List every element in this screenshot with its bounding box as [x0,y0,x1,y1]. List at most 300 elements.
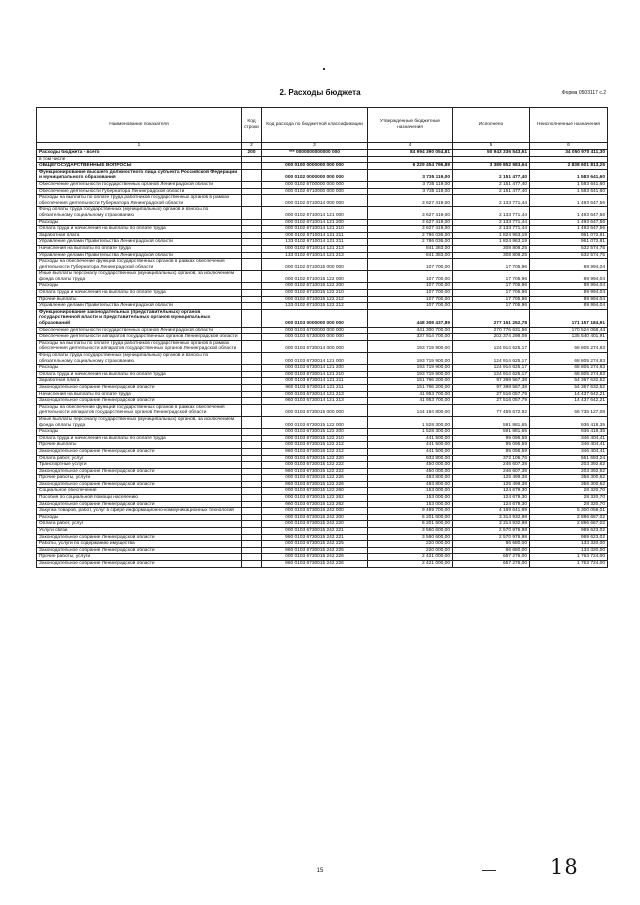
row-code [242,156,262,163]
table-row [37,156,608,163]
class-code: *** 0000000000000 000 [262,150,368,157]
approved-amount: 441 300 700,00 [368,327,453,334]
row-code [242,226,262,233]
executed-amount: 17 705,96 [453,290,530,297]
unexecuted-amount: 1 493 647,56 [530,195,608,207]
header-name: Наименование показателя [37,108,242,143]
row-name: Законодательное собрание Ленинградской области [37,448,242,455]
table-row [37,495,608,502]
approved-amount: 3 560 600,00 [368,534,453,541]
row-name: Законодательное собрание Ленинградской области [37,398,242,405]
approved-amount: 3 560 600,00 [368,528,453,535]
scan-dot [323,68,325,70]
class-code: 000 0103 6700000 000 000 [262,327,368,334]
table-row [37,528,608,535]
class-code: 000 0102 0000000 000 000 [262,169,368,181]
executed-amount: 17 705,96 [453,303,530,310]
executed-amount: 17 705,96 [453,271,530,283]
unexecuted-amount: 54 367 632,62 [530,378,608,385]
class-code: 000 0103 6730014 000 000 [262,340,368,352]
executed-amount: 2 570 976,98 [453,534,530,541]
row-name: Расходы [37,365,242,372]
table-row [37,181,608,188]
table-row [37,404,608,416]
class-code: 960 0103 6730014 121 211 [262,384,368,391]
approved-amount: 1 528 300,00 [368,429,453,436]
executed-amount: 124 679,30 [453,501,530,508]
class-code: 000 0103 6730014 121 000 [262,353,368,365]
table-row [37,468,608,475]
row-code [242,528,262,535]
executed-amount: 2 133 771,44 [453,219,530,226]
table-row [37,296,608,303]
approved-amount: 41 953 700,00 [368,398,453,405]
approved-amount: 153 000,00 [368,495,453,502]
executed-amount: 124 914 625,17 [453,340,530,352]
executed-amount: 27 516 057,79 [453,391,530,398]
row-code [242,514,262,521]
class-code [262,156,368,163]
executed-amount: 124 679,30 [453,488,530,495]
class-code: 000 0103 6730014 121 213 [262,391,368,398]
table-row [37,416,608,428]
unexecuted-amount: 133 320,00 [530,541,608,548]
executed-amount: 246 607,38 [453,468,530,475]
executed-amount: 86 680,00 [453,541,530,548]
row-code [242,429,262,436]
class-code: 000 0103 6730015 242 200 [262,514,368,521]
class-code: 960 0103 6730015 122 262 [262,501,368,508]
unexecuted-amount: 203 392,62 [530,462,608,469]
class-code: 000 0100 0000000 000 000 [262,163,368,170]
class-code: 000 0102 6710015 122 210 [262,290,368,297]
unexecuted-amount: 1 763 724,00 [530,561,608,568]
executed-amount: 277 151 252,78 [453,309,530,327]
approved-amount: 933 800,00 [368,455,453,462]
row-name: Прочие выплаты [37,296,242,303]
table-row [37,442,608,449]
executed-amount: 2 151 477,40 [453,181,530,188]
approved-amount: 6 201 600,00 [368,521,453,528]
row-code [242,435,262,442]
row-code [242,481,262,488]
row-code [242,547,262,554]
unexecuted-amount: 54 367 632,62 [530,384,608,391]
row-code [242,534,262,541]
table-row [37,163,608,170]
table-row [37,169,608,181]
class-code: 000 0103 6730014 121 211 [262,378,368,385]
approved-amount: 3 627 419,00 [368,226,453,233]
unexecuted-amount: 346 404,41 [530,435,608,442]
class-code: 960 0103 6730015 242 226 [262,561,368,568]
row-name: Оплата труда и начисления на выплаты по оплате труда [37,435,242,442]
approved-amount: 441 500,00 [368,435,453,442]
table-row [37,239,608,246]
row-name: Расходы [37,283,242,290]
row-name: Функционирование законодательных (представительных) органов государственной власти и представительных органов муниципальных образований [37,309,242,327]
executed-amount: 125 499,38 [453,475,530,482]
unexecuted-amount: 135 540 401,91 [530,334,608,341]
unexecuted-amount: 2 886 667,02 [530,514,608,521]
column-number: 1 [37,143,242,150]
row-name: Расходы на обеспечение функций государственных органов в рамках обеспечения деятельности Губернатора Ленинградской области [37,259,242,271]
table-row [37,252,608,259]
unexecuted-amount: 68 805 274,83 [530,353,608,365]
table-row [37,448,608,455]
row-name: Расходы бюджета - всего [37,150,242,157]
row-name: Управление делами Правительства Ленинградской области [37,239,242,246]
unexecuted-amount: 203 392,62 [530,468,608,475]
approved-amount: 9 469 700,00 [368,508,453,515]
executed-amount: 2 133 771,44 [453,226,530,233]
class-code: 133 0102 6710015 122 212 [262,303,368,310]
unexecuted-amount: 34 050 970 411,30 [530,150,608,157]
header-approved: Утвержденные бюджетные назначения [368,108,453,143]
row-code [242,475,262,482]
unexecuted-amount: 532 574,75 [530,245,608,252]
approved-amount: 2 786 036,00 [368,232,453,239]
row-name: Обеспечение деятельности Губернатора Ленинградской области [37,188,242,195]
row-code [242,541,262,548]
executed-amount: 202 374 298,09 [453,334,530,341]
header-executed: Исполнено [453,108,530,143]
executed-amount: 4 169 641,99 [453,508,530,515]
class-code: 960 0103 6730015 122 212 [262,448,368,455]
row-name: Обеспечение деятельности государственных органов Ленинградской области [37,327,242,334]
unexecuted-amount: 89 994,04 [530,259,608,271]
class-code: 000 0103 6730000 000 000 [262,334,368,341]
unexecuted-amount: 5 300 058,01 [530,508,608,515]
row-code [242,245,262,252]
row-name: Оплата работ, услуг [37,521,242,528]
approved-amount: 6 229 454 796,89 [368,163,453,170]
class-code: 000 0102 6710014 121 210 [262,226,368,233]
class-code: 000 0102 6710014 000 000 [262,195,368,207]
class-code: 000 0102 6710014 121 000 [262,207,368,219]
class-code: 000 0103 6730015 122 226 [262,475,368,482]
table-row [37,475,608,482]
approved-amount: 3 735 119,00 [368,169,453,181]
executed-amount: 308 808,25 [453,245,530,252]
approved-amount: 193 719 900,00 [368,353,453,365]
executed-amount [453,156,530,163]
row-code [242,468,262,475]
table-row [37,309,608,327]
header-unexecuted: Неисполненные назначения [530,108,608,143]
row-code [242,303,262,310]
unexecuted-amount: 133 320,00 [530,547,608,554]
table-row [37,150,608,157]
unexecuted-amount: 28 320,70 [530,488,608,495]
executed-amount: 95 095,59 [453,442,530,449]
row-code [242,495,262,502]
approved-amount: 151 766 200,00 [368,384,453,391]
row-name: Обеспечение деятельности аппаратов государственных органов Ленинградской области [37,334,242,341]
unexecuted-amount: 936 418,35 [530,416,608,428]
row-code [242,195,262,207]
row-code [242,398,262,405]
approved-amount: 3 735 119,00 [368,188,453,195]
row-code [242,207,262,219]
table-row [37,514,608,521]
approved-amount: 107 700,00 [368,271,453,283]
unexecuted-amount: 89 994,04 [530,296,608,303]
approved-amount: 450 000,00 [368,468,453,475]
class-code: 000 0103 6730015 122 200 [262,429,368,436]
class-code: 000 0103 6730015 242 000 [262,508,368,515]
table-row [37,429,608,436]
row-name: Начисления на выплаты по оплате труда [37,391,242,398]
row-code [242,378,262,385]
row-code [242,371,262,378]
row-name: Фонд оплаты труда государственных (муниципальных) органов и взносы по обязательному социальному страхованию [37,207,242,219]
executed-amount: 372 106,76 [453,455,530,462]
table-row [37,207,608,219]
table-row [37,303,608,310]
approved-amount: 107 700,00 [368,290,453,297]
handwritten-page-number: 18 [550,855,579,879]
row-name: Оплата труда и начисления на выплаты по оплате труда [37,371,242,378]
approved-amount: 841 383,00 [368,252,453,259]
class-code: 000 0103 6730015 000 000 [262,404,368,416]
column-number: 5 [453,143,530,150]
executed-amount: 2 570 976,98 [453,528,530,535]
approved-amount: 107 700,00 [368,296,453,303]
class-code: 000 0103 6730014 121 210 [262,371,368,378]
table-row [37,226,608,233]
executed-amount: 270 776 631,56 [453,327,530,334]
executed-amount: 1 824 963,19 [453,239,530,246]
class-code: 133 0102 6710014 121 211 [262,239,368,246]
table-row [37,188,608,195]
approved-amount: 3 627 419,00 [368,195,453,207]
executed-amount: 50 943 336 543,61 [453,150,530,157]
row-code [242,327,262,334]
row-name: Расходы на выплаты по оплате труда работников государственных органов в рамках обеспечения деятельности аппаратов государственных органов Ленинградской области [37,340,242,352]
column-number: 4 [368,143,453,150]
class-code: 000 0103 6730015 122 000 [262,416,368,428]
approved-amount: 153 000,00 [368,488,453,495]
executed-amount: 27 516 057,79 [453,398,530,405]
executed-amount: 124 914 625,17 [453,371,530,378]
approved-amount: 441 500,00 [368,442,453,449]
row-code [242,239,262,246]
row-name: Обеспечение деятельности государственных органов Ленинградской области [37,181,242,188]
approved-amount: 337 914 700,00 [368,334,453,341]
row-name: Законодательное собрание Ленинградской области [37,534,242,541]
executed-amount: 124 679,30 [453,495,530,502]
table-row [37,481,608,488]
executed-amount: 86 680,00 [453,547,530,554]
unexecuted-amount: 28 320,70 [530,501,608,508]
unexecuted-amount: 68 805 274,83 [530,371,608,378]
row-code [242,219,262,226]
row-code [242,259,262,271]
row-name: Прочие работы, услуги [37,475,242,482]
unexecuted-amount: 561 693,24 [530,455,608,462]
approved-amount: 193 719 900,00 [368,371,453,378]
table-row [37,353,608,365]
row-name: Пособия по социальной помощи населению [37,495,242,502]
table-row [37,488,608,495]
row-name: Оплата труда и начисления на выплаты по оплате труда [37,226,242,233]
row-code [242,416,262,428]
unexecuted-amount: 2 886 667,02 [530,521,608,528]
row-name: ОБЩЕГОСУДАРСТВЕННЫЕ ВОПРОСЫ [37,163,242,170]
row-code [242,365,262,372]
class-code: 000 0103 6730015 242 220 [262,521,368,528]
approved-amount: 2 786 036,00 [368,239,453,246]
approved-amount: 3 735 119,00 [368,181,453,188]
class-code: 000 0103 6730015 122 262 [262,495,368,502]
page-number: 15 [316,868,324,874]
class-code: 000 0103 0000000 000 000 [262,309,368,327]
row-name: Социальное обеспечение [37,488,242,495]
row-name: Фонд оплаты труда государственных (муниципальных) органов и взносы по обязательному социальному страхованию [37,353,242,365]
row-name: Услуги связи [37,528,242,535]
table-row [37,455,608,462]
row-code [242,384,262,391]
row-code [242,462,262,469]
unexecuted-amount: 358 300,62 [530,475,608,482]
row-name: Работы, услуги по содержанию имущества [37,541,242,548]
unexecuted-amount: 961 072,81 [530,239,608,246]
unexecuted-amount: 346 404,41 [530,448,608,455]
row-name: Оплата труда и начисления на выплаты по оплате труда [37,290,242,297]
table-row [37,378,608,385]
row-name: Расходы [37,429,242,436]
class-code: 000 0103 6730015 122 212 [262,442,368,449]
unexecuted-amount: 14 437 642,21 [530,391,608,398]
executed-amount: 3 314 932,98 [453,514,530,521]
row-code [242,271,262,283]
unexecuted-amount: 89 994,04 [530,290,608,297]
executed-amount: 77 459 672,92 [453,404,530,416]
row-code [242,169,262,181]
executed-amount: 97 398 567,38 [453,384,530,391]
row-name: Начисления на выплаты по оплате труда [37,245,242,252]
table-row [37,391,608,398]
row-code [242,404,262,416]
class-code: 000 0103 6730015 122 220 [262,455,368,462]
class-code: 000 0103 6730015 122 222 [262,462,368,469]
unexecuted-amount: 961 072,81 [530,232,608,239]
unexecuted-amount: 170 524 068,44 [530,327,608,334]
table-body [37,150,608,568]
row-code [242,252,262,259]
row-code [242,290,262,297]
approved-amount: 483 800,00 [368,481,453,488]
table-row [37,365,608,372]
table-row [37,541,608,548]
approved-amount: 144 194 800,00 [368,404,453,416]
approved-amount: 107 700,00 [368,259,453,271]
table-row [37,561,608,568]
table-row [37,340,608,352]
header-row [37,108,608,143]
column-number: 6 [530,143,608,150]
row-name: Прочие работы, услуги [37,554,242,561]
form-code: Форма 0503117 с.2 [561,90,606,96]
table-row [37,195,608,207]
unexecuted-amount: 171 157 184,91 [530,309,608,327]
approved-amount: 2 421 000,00 [368,554,453,561]
row-code [242,163,262,170]
unexecuted-amount: 989 623,02 [530,534,608,541]
header-class-code: Код расхода по бюджетной классификации [262,108,368,143]
unexecuted-amount: 1 583 641,60 [530,188,608,195]
executed-amount: 124 914 625,17 [453,353,530,365]
unexecuted-amount: 89 994,04 [530,271,608,283]
row-name: Законодательное собрание Ленинградской области [37,561,242,568]
row-name: Расходы [37,219,242,226]
row-name: Прочие выплаты [37,442,242,449]
executed-amount: 2 133 771,44 [453,195,530,207]
class-code: 000 0103 6730015 242 221 [262,528,368,535]
row-name: Функционирование высшего должностного лица субъекта Российской Федерации и муниципального образования [37,169,242,181]
row-name: Оплата работ, услуг [37,455,242,462]
class-code: 000 0103 6730014 121 200 [262,365,368,372]
executed-amount: 2 151 477,40 [453,188,530,195]
class-code: 000 0103 6730015 122 260 [262,488,368,495]
class-code: 000 0103 6730015 122 210 [262,435,368,442]
row-code [242,340,262,352]
approved-amount: 220 000,00 [368,547,453,554]
executed-amount: 2 133 771,44 [453,207,530,219]
table-row [37,283,608,290]
row-name: Законодательное собрание Ленинградской области [37,481,242,488]
executed-amount: 95 095,59 [453,448,530,455]
class-code: 133 0102 6710014 121 213 [262,252,368,259]
approved-amount: 2 421 000,00 [368,561,453,568]
row-code: 200 [242,150,262,157]
row-name: Транспортные услуги [37,462,242,469]
approved-amount: 3 627 419,00 [368,219,453,226]
table-row [37,521,608,528]
executed-amount: 591 881,65 [453,416,530,428]
unexecuted-amount: 89 994,04 [530,303,608,310]
table-row [37,245,608,252]
unexecuted-amount: 66 735 127,08 [530,404,608,416]
row-name: Закупка товаров, работ, услуг в сфере информационно-коммуникационных технологий [37,508,242,515]
table-row [37,547,608,554]
approved-amount: 441 500,00 [368,448,453,455]
row-code [242,309,262,327]
approved-amount [368,156,453,163]
executed-amount: 1 824 963,19 [453,232,530,239]
unexecuted-amount: 1 763 724,00 [530,554,608,561]
row-code [242,448,262,455]
approved-amount: 450 000,00 [368,462,453,469]
row-code [242,442,262,449]
executed-amount: 657 276,00 [453,561,530,568]
class-code: 000 0102 6710000 000 000 [262,188,368,195]
table-row [37,554,608,561]
class-code: 000 0102 6710014 121 200 [262,219,368,226]
approved-amount: 483 800,00 [368,475,453,482]
table-row [37,398,608,405]
class-code: 000 0103 6730015 242 225 [262,541,368,548]
class-code: 000 0103 6730015 242 226 [262,554,368,561]
column-number: 2 [242,143,262,150]
table-row [37,462,608,469]
approved-amount: 6 201 600,00 [368,514,453,521]
approved-amount: 41 953 700,00 [368,391,453,398]
unexecuted-amount: 14 437 642,21 [530,398,608,405]
row-name: Законодательное собрание Ленинградской области [37,384,242,391]
row-name: Заработная плата [37,378,242,385]
